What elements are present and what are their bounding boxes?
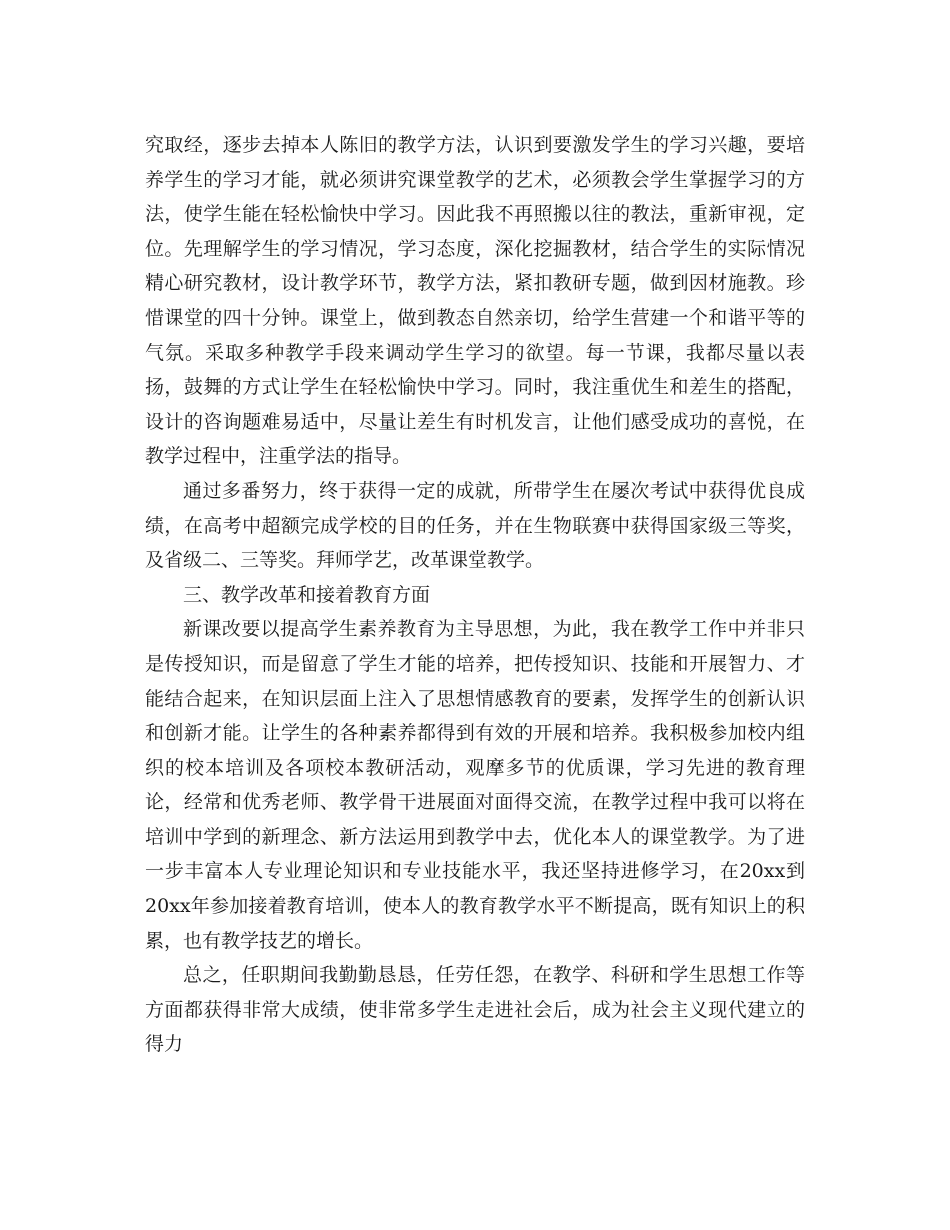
paragraph-teaching-methods: 究取经，逐步去掉本人陈旧的教学方法，认识到要激发学生的学习兴趣，要培养学生的学习才能，就必须讲究课堂教学的艺术，必须教会学生掌握学习的方法，使学生能在轻松愉快中学习。因此我不再照搬以往的教法，重新审视，定位。先理解学生的学习情况，学习态度，深化挖掘教材，结合学生的实际情况精心研究教材，设计教学环节，教学方法，紧扣教研专题，做到因材施教。珍惜课堂的四十分钟。课堂上，做到教态自然亲切，给学生营建一个和谐平等的气氛。采取多种教学手段来调动学生学习的欲望。每一节课，我都尽量以表扬，鼓舞的方式让学生在轻松愉快中学习。同时，我注重优生和差生的搭配，设计的咨询题难易适中，尽量让差生有时机发言，让他们感受成功的喜悦，在教学过程中，注重学法的指导。 (145, 134, 805, 468)
paragraph-reform-details: 新课改要以提高学生素养教育为主导思想，为此，我在教学工作中并非只是传授知识，而是留意了学生才能的培养，把传授知识、技能和开展智力、才能结合起来，在知识层面上注入了思想情感教育的要素，发挥学生的创新认识和创新才能。让学生的各种素养都得到有效的开展和培养。我积极参加校内组织的校本培训及各项校本教研活动，观摩多节的优质课，学习先进的教育理论，经常和优秀老师、教学骨干进展面对面得交流，在教学过程中我可以将在培训中学到的新理念、新方法运用到教学中去，优化本人的课堂教学。为了进一步丰富本人专业理论知识和专业技能水平，我还坚持进修学习，在20xx到20xx年参加接着教育培训，使本人的教育教学水平不断提高，既有知识上的积累，也有教学技艺的增长。 (145, 618, 805, 952)
section-heading-reform: 三、教学改革和接着教育方面 (183, 583, 431, 606)
document-body (145, 128, 805, 1062)
paragraph-achievements: 通过多番努力，终于获得一定的成就，所带学生在屡次考试中获得优良成绩，在高考中超额完成学校的目的任务，并在生物联赛中获得国家级三等奖，及省级二、三等奖。拜师学艺，改革课堂教学。 (145, 479, 805, 572)
paragraph-summary: 总之，任职期间我勤勤恳恳，任劳任怨，在教学、科研和学生思想工作等方面都获得非常大成绩，使非常多学生走进社会后，成为社会主义现代建立的得力 (145, 964, 805, 1056)
